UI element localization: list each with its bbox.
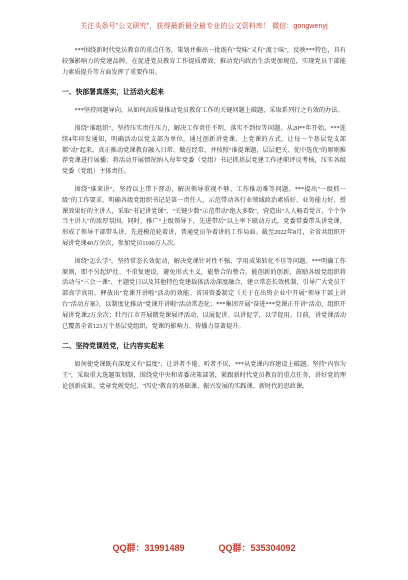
promo-banner: 关注头条号"公文研究"，获得最新最全最专业的公文资料库！ 微信：gongwenyj [80,23,328,30]
document-body [62,46,346,393]
qq-group-2: QQ群：535304092 [218,543,296,553]
section1-paragraph-2: 围绕"谁组织"，坚持压实责任压力，解决工作责任不明、落实不到位等问题。从20**年开始，***连续4年印发通知，明确活动以党支部为单位，通过创新讲党课、上党课的方式，让每一个基层党支部都"动"起来。真正推动党课教育融入日常、做在经常，并按照"谁提课题，层层把关、优中选优"的原则推荐党课进行展播；将活动开展情况纳入每年党委（党组）书记抓基层党建工作述职评议考核，压实各级党委（党组）主体责任。 [62,124,346,176]
section-heading-1: 一、快部署真落实，让活动火起来 [62,89,164,97]
section1-paragraph-4: 围绕"怎么学"，坚持常态长效促动，解决党课针对性不强、学用成果转化不佳等问题。***明确工作原则，即不另起炉灶、不重复建设，避免形式主义，能整合的整合。能创新的创新，鼓励各级党组织将活动与"三会一课"、主题党日以及其他特色党建载体活动深度融合，建立常态长效机制，引导广大党员干部真学真用。释放出"党课开讲啦"活动的效能。省国资委制定《关于在出资企业中开展"领导干部上讲台"活动方案》，以制度化推动"党课开讲啦"活动常态化；***集团开展"奋进***党课正开讲"活动，组织开展讲党课2万余次；牡丹江市开展微党课展评活动，以展促讲、以讲促学，以学促用。目前，讲党课活动已覆盖全省123万个基层党组织，党课的影响力、传播力显著提升。 [62,257,346,330]
intro-paragraph: ***围绕新时代党员教育的重点任务，策划并推出一批既有"党味"又有"流士味"，反映***特色，具有较强影响力的党建品牌，在促进党员教育工作提质增效、推动党内政治生活更加规范，实现党员干部能力素质提升等方面发挥了重要作用。 [62,47,346,76]
section-heading-2: 二、坚持党课姓党，让内容实起来 [62,343,164,351]
qq-group-1: QQ群：31991489 [112,543,185,553]
section2-paragraph-1: 如何使党课既有深度又有"温度"，让讲者不倦、听者不厌，***从党课内容建设上破题。坚持"内容为王"，采取重大选题策划制，围绕党中央和省委决策部署，紧跟新时代党员教育的重点任务，讲好党的理论创新成果、党章党规党纪、"四史"教育的基础课、振兴发展的实践课、新时代的思政课。 [62,361,346,390]
section1-paragraph-1: ***坚持问题导向，从如何高质量推动党员教育工作的关键问题上破题，采取系列行之有效的办法。 [74,107,344,115]
contact-footer [0,541,408,554]
section1-paragraph-3: 围绕"谁来讲"，坚持以上带下督动，解决领导重视不够、工作推动难等问题。***提出"一级抓一级"的工作要求，明确各级党组织书记是第一责任人，示范带动各行业领域政治素质好、业务能力好、授课效果好的主讲人，采取"书记讲党课"、"关键少数"示范带动"绝大多数"，营造出"人人畅看党言，个个争当主讲人"的浓厚氛围。同时，推广"上级领导下，先进带后"以上率下联动方式，党委常委带头讲党课，形成了领导干部带头讲、先进模范轮着讲，普通党员争着讲的工作局面。截至2022年8月，全省共组织开展讲党课40万余次，参加党员1100万人次。 [62,185,346,247]
